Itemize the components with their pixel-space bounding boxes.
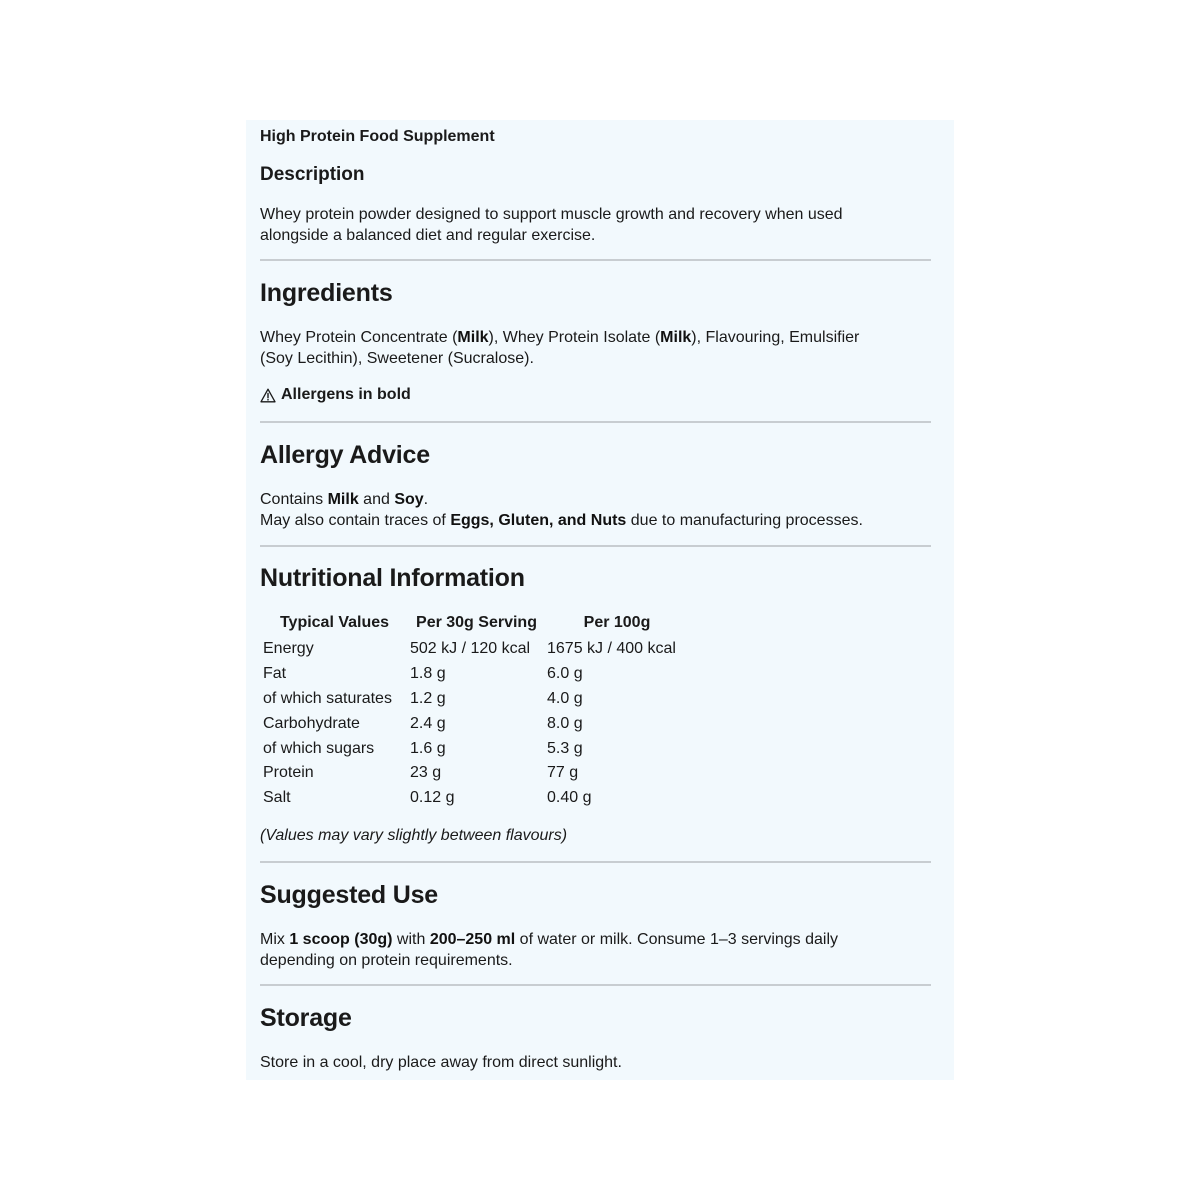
bold-text-run: Milk <box>327 491 359 508</box>
nutrient-name: Protein <box>263 764 314 782</box>
suggested-use-line-1 <box>260 931 838 948</box>
nutrient-name: of which sugars <box>263 739 375 757</box>
per-100g-value: 6.0 g <box>547 665 583 683</box>
allergy-advice-line-1 <box>260 491 428 508</box>
section-divider <box>260 259 931 261</box>
suggested-use-heading: Suggested Use <box>260 881 439 909</box>
text-run: due to manufacturing processes. <box>626 512 863 529</box>
per-serving-value: 1.8 g <box>410 665 446 683</box>
section-divider <box>260 545 931 547</box>
table-row <box>261 736 689 761</box>
text-run: ), Whey Protein Isolate ( <box>488 329 661 346</box>
column-header: Per 100g <box>583 614 651 631</box>
per-100g-value: 0.40 g <box>547 789 592 807</box>
text-run: with <box>392 931 430 948</box>
table-row <box>261 662 689 687</box>
warning-triangle-icon <box>260 388 276 403</box>
per-100g-value: 4.0 g <box>547 689 583 707</box>
table-row <box>261 637 689 662</box>
nutrient-name: Carbohydrate <box>263 714 360 732</box>
bold-text-run: 1 scoop (30g) <box>289 931 393 948</box>
bold-text-run: Soy <box>394 491 424 508</box>
text-run: Whey Protein Concentrate ( <box>260 329 458 346</box>
suggested-use-line-2: depending on protein requirements. <box>260 952 513 969</box>
storage-heading: Storage <box>260 1004 352 1032</box>
section-divider <box>260 421 931 423</box>
nutrition-note: (Values may vary slightly between flavours) <box>260 827 568 844</box>
description-heading: Description <box>260 164 365 185</box>
description-line-1: Whey protein powder designed to support muscle growth and recovery when used <box>260 206 843 223</box>
bold-text-run: Milk <box>660 329 692 346</box>
per-100g-value: 77 g <box>547 764 579 782</box>
per-100g-value: 8.0 g <box>547 714 583 732</box>
per-100g-value: 5.3 g <box>547 739 583 757</box>
allergen-note-text: Allergens in bold <box>281 386 411 403</box>
nutrition-heading: Nutritional Information <box>260 564 525 592</box>
nutrient-name: Energy <box>263 640 314 658</box>
text-run: Mix <box>260 931 290 948</box>
text-run: ), Flavouring, Emulsifier <box>691 329 860 346</box>
per-serving-value: 1.6 g <box>410 739 446 757</box>
nutrient-name: Fat <box>263 665 287 683</box>
table-row <box>261 786 689 811</box>
nutrition-table-header-row <box>261 613 689 637</box>
section-divider <box>260 861 931 863</box>
column-header: Per 30g Serving <box>416 614 537 631</box>
per-100g-value: 1675 kJ / 400 kcal <box>547 640 676 658</box>
text-run: May also contain traces of <box>260 512 451 529</box>
text-run: of water or milk. Consume 1–3 servings daily <box>515 931 839 948</box>
per-serving-value: 1.2 g <box>410 689 446 707</box>
column-header: Typical Values <box>279 614 390 631</box>
bold-text-run: 200–250 ml <box>429 931 516 948</box>
nutrient-name: of which saturates <box>263 689 392 707</box>
table-row <box>261 761 689 786</box>
product-info-panel <box>246 120 954 1080</box>
nutrition-table <box>261 613 689 811</box>
table-row <box>261 687 689 712</box>
per-serving-value: 2.4 g <box>410 714 446 732</box>
allergy-advice-text <box>260 489 932 531</box>
per-serving-value: 0.12 g <box>410 789 455 807</box>
ingredients-line-2: (Soy Lecithin), Sweetener (Sucralose). <box>260 350 534 367</box>
allergy-advice-heading: Allergy Advice <box>260 441 430 469</box>
suggested-use-text <box>260 929 932 971</box>
text-run: and <box>358 491 395 508</box>
ingredients-heading: Ingredients <box>260 279 393 307</box>
description-text <box>260 204 932 246</box>
per-serving-value: 502 kJ / 120 kcal <box>410 640 531 658</box>
text-run: . <box>423 491 429 508</box>
per-serving-value: 23 g <box>410 764 442 782</box>
product-title: High Protein Food Supplement <box>260 128 495 145</box>
ingredients-line-1 <box>260 329 859 346</box>
section-divider <box>260 984 931 986</box>
allergy-advice-line-2 <box>260 512 863 529</box>
storage-text: Store in a cool, dry place away from direct sunlight. <box>260 1054 622 1071</box>
allergen-note <box>260 386 411 404</box>
bold-text-run: Milk <box>457 329 489 346</box>
bold-text-run: Eggs, Gluten, and Nuts <box>450 512 627 529</box>
nutrient-name: Salt <box>263 789 291 807</box>
ingredients-text <box>260 327 932 369</box>
table-row <box>261 711 689 736</box>
text-run: Contains <box>260 491 328 508</box>
description-line-2: alongside a balanced diet and regular exercise. <box>260 227 596 244</box>
